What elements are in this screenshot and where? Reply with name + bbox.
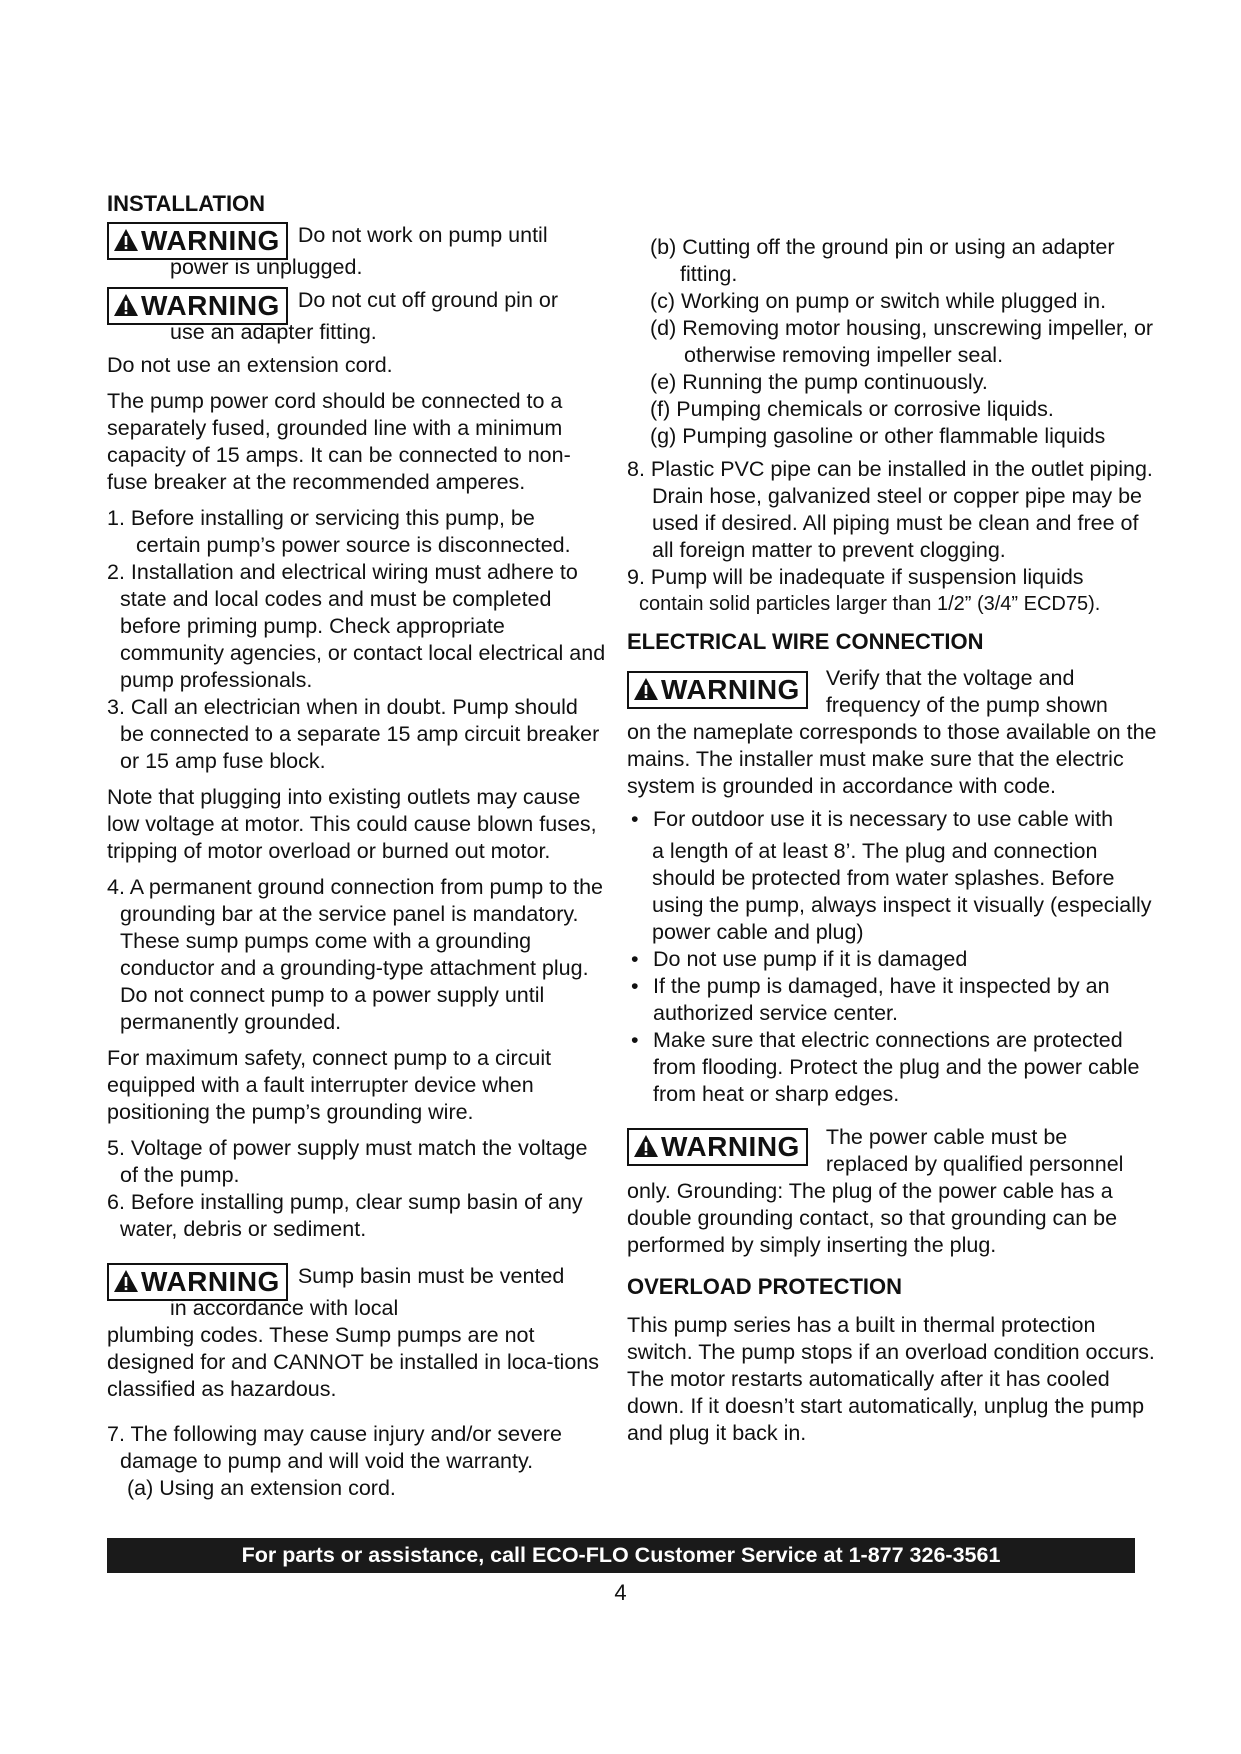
warning-badge: WARNING xyxy=(107,287,288,325)
warning-unplug xyxy=(107,222,607,281)
page-number: 4 xyxy=(614,1580,627,1605)
warning-text: Do not work on pump until xyxy=(297,223,548,247)
list-item-2: 2. Installation and electrical wiring must adhere to state and local codes and must be completed before priming pump. Check appropriate community agencies, or contact local electrical and pump professionals. xyxy=(107,560,606,692)
bullet-flooding: • Make sure that electric connections are protected from flooding. Protect the plug and the power cable from heat or sharp edges. xyxy=(631,1028,1140,1106)
list-item-7b: (b) Cutting off the ground pin or using an adapter fitting. xyxy=(650,235,1115,286)
bullet-damaged: • Do not use pump if it is damaged xyxy=(631,947,968,971)
list-item-4: 4. A permanent ground connection from pump to the grounding bar at the service panel is mandatory. These sump pumps come with a grounding conductor and a grounding-type attachment plug. Do not connect pump to a power supply until permanently grounded. xyxy=(107,875,604,1034)
warning-triangle-icon xyxy=(113,228,139,252)
installation-heading: INSTALLATION xyxy=(107,191,266,216)
list-item-3: 3. Call an electrician when in doubt. Pump should be connected to a separate 15 amp circuit breaker or 15 amp fuse block. xyxy=(107,695,600,773)
bullet-inspect: • If the pump is damaged, have it inspected by an authorized service center. xyxy=(631,974,1110,1025)
warning-text: Verify that the voltage and xyxy=(825,666,1075,690)
warning-text: The power cable must be xyxy=(825,1125,1068,1149)
left-column xyxy=(107,190,607,1502)
safety-paragraph: For maximum safety, connect pump to a circuit equipped with a fault interrupter device when positioning the pump’s grounding wire. xyxy=(107,1046,552,1124)
warning-text-cont: replaced by qualified personnel xyxy=(825,1152,1124,1176)
list-item-7e: (e) Running the pump continuously. xyxy=(650,370,988,394)
warning-triangle-icon xyxy=(113,1269,139,1293)
warning-ground-pin xyxy=(107,287,607,346)
power-cord-paragraph: The pump power cord should be connected to a separately fused, grounded line with a minimum capacity of 15 amps. It can be connected to non-fuse breaker at the recommended amperes. xyxy=(107,389,571,494)
right-column xyxy=(627,234,1157,1447)
list-item-5: 5. Voltage of power supply must match the voltage of the pump. xyxy=(107,1136,588,1187)
warning-voltage xyxy=(627,665,1157,800)
list-item-7g: (g) Pumping gasoline or other flammable liquids xyxy=(650,424,1106,448)
list-item-8: 8. Plastic PVC pipe can be installed in the outlet piping. Drain hose, galvanized steel or copper pipe may be used if desired. All piping must be clean and free of all foreign matter to prevent clogging. xyxy=(627,457,1153,562)
list-item-7: 7. The following may cause injury and/or severe damage to pump and will void the warranty. xyxy=(107,1422,562,1473)
warning-text-cont: use an adapter fitting. xyxy=(170,320,377,344)
warning-badge: WARNING xyxy=(627,1128,808,1166)
list-item-7f: (f) Pumping chemicals or corrosive liquids. xyxy=(650,397,1054,421)
list-item-1: 1. Before installing or servicing this pump, be certain pump’s power source is disconnected. xyxy=(107,506,571,557)
warning-text: Do not cut off ground pin or xyxy=(297,288,558,312)
note-paragraph: Note that plugging into existing outlets may cause low voltage at motor. This could cause blown fuses, tripping of motor overload or burned out motor. xyxy=(107,785,597,863)
overload-heading: OVERLOAD PROTECTION xyxy=(627,1274,903,1299)
bullet-outdoor: • For outdoor use it is necessary to use cable with xyxy=(631,807,1114,831)
warning-text-cont: in accordance with local xyxy=(170,1296,399,1320)
customer-service-banner: For parts or assistance, call ECO-FLO Customer Service at 1-877 326-3561 xyxy=(107,1538,1135,1573)
warning-triangle-icon xyxy=(633,677,659,701)
warning-vented xyxy=(107,1263,607,1403)
no-extension-cord: Do not use an extension cord. xyxy=(107,353,393,377)
electrical-heading: ELECTRICAL WIRE CONNECTION xyxy=(627,629,984,654)
warning-badge: WARNING xyxy=(627,671,808,709)
warning-power-cable xyxy=(627,1124,1157,1259)
overload-paragraph: This pump series has a built in thermal protection switch. The pump stops if an overload condition occurs. The motor restarts automatically after it has cooled down. If it doesn’t start automatically, unplug the pump and plug it back in. xyxy=(627,1313,1155,1445)
bullet-outdoor-cont: a length of at least 8’. The plug and connection should be protected from water splashes. Before using the pump, always inspect it visually (especially power cable and plug) xyxy=(652,839,1152,944)
warning-text-cont: only. Grounding: The plug of the power cable has a double grounding contact, so that grounding can be performed by simply inserting the plug. xyxy=(627,1179,1118,1257)
warning-text-cont: power is unplugged. xyxy=(170,255,363,279)
warning-text-cont: on the nameplate corresponds to those available on the mains. The installer must make sure that the electric system is grounded in accordance with code. xyxy=(627,720,1157,798)
warning-text: Sump basin must be vented xyxy=(297,1264,565,1288)
list-item-6: 6. Before installing pump, clear sump basin of any water, debris or sediment. xyxy=(107,1190,583,1241)
list-item-7d: (d) Removing motor housing, unscrewing impeller, or otherwise removing impeller seal. xyxy=(650,316,1154,367)
list-item-9: 9. Pump will be inadequate if suspension liquids contain solid particles larger than 1/2” (3/4” ECD75). xyxy=(627,565,1101,615)
warning-badge: WARNING xyxy=(107,222,288,260)
warning-triangle-icon xyxy=(633,1134,659,1158)
list-item-7a: (a) Using an extension cord. xyxy=(127,1476,396,1500)
warning-text-cont: plumbing codes. These Sump pumps are not designed for and CANNOT be installed in loca-tions classified as hazardous. xyxy=(107,1323,599,1401)
warning-text-cont: frequency of the pump shown xyxy=(825,693,1108,717)
list-item-7c: (c) Working on pump or switch while plugged in. xyxy=(650,289,1107,313)
warning-badge: WARNING xyxy=(107,1263,288,1301)
warning-triangle-icon xyxy=(113,293,139,317)
